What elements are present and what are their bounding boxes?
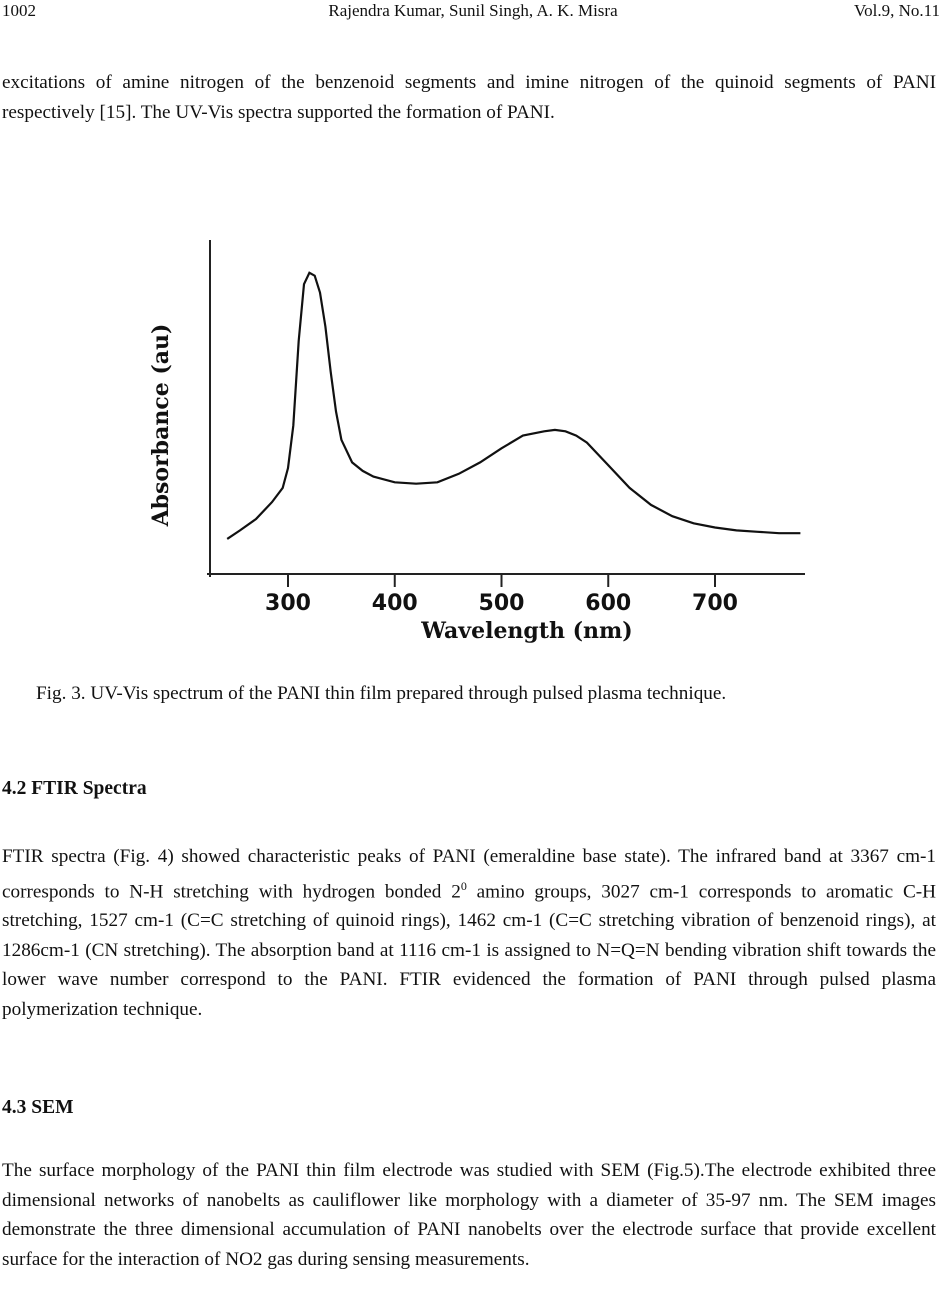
section-heading-sem: 4.3 SEM <box>2 1097 74 1118</box>
ftir-text-2: amino groups, 3027 cm-1 corresponds to aromatic C-H stretching, 1527 cm-1 (C=C stretching of quinoid rings), 1462 cm-1 (C=C stretching vibration of benzenoid rings), at 1286cm-1 (CN stretching). The absorption band at 1116 cm-1 is assigned to N=Q=N bending vibration shift towards the lower wave number correspond to the PANI. FTIR evidenced the formation of PANI through pulsed plasma polymerization technique. <box>2 880 936 1020</box>
x-tick-label: 300 <box>265 591 311 616</box>
x-tick-label: 400 <box>371 591 418 616</box>
figure-caption: Fig. 3. UV-Vis spectrum of the PANI thin film prepared through pulsed plasma technique. <box>36 683 727 704</box>
series-line-pani <box>227 273 800 539</box>
intro-paragraph: excitations of amine nitrogen of the benzenoid segments and imine nitrogen of the quinoid segments of PANI respectively [15]. The UV-Vis spectra supported the formation of PANI. <box>2 72 936 123</box>
ftir-text-1: FTIR spectra (Fig. 4) showed characteristic peaks of PANI (emeraldine base state). The infrared band at 3367 cm-1 corresponds to N-H stretching with hydrogen bonded 2 <box>2 846 936 902</box>
x-tick-label: 700 <box>692 591 738 616</box>
x-tick-label: 600 <box>585 591 632 616</box>
page-number: 1002 <box>2 1 36 20</box>
ftir-paragraph <box>2 842 936 1024</box>
x-tick-label: 500 <box>478 591 525 616</box>
uv-vis-chart <box>0 225 946 645</box>
sem-paragraph: The surface morphology of the PANI thin film electrode was studied with SEM (Fig.5).The electrode exhibited three dimensional networks of nanobelts as cauliflower like morphology with a diameter of 35-97 nm. The SEM images demonstrate the three dimensional accumulation of PANI nanobelts over the electrode surface that provide excellent surface for the interaction of NO2 gas during sensing measurements. <box>2 1160 936 1270</box>
section-heading-ftir: 4.2 FTIR Spectra <box>2 778 147 799</box>
ftir-superscript: 0 <box>460 878 467 893</box>
running-header <box>0 0 946 30</box>
x-axis-label: Wavelength (nm) <box>421 618 633 644</box>
y-axis-label: Absorbance (au) <box>148 323 174 527</box>
running-authors: Rajendra Kumar, Sunil Singh, A. K. Misra <box>328 1 618 20</box>
volume-issue: Vol.9, No.11 <box>854 1 940 20</box>
